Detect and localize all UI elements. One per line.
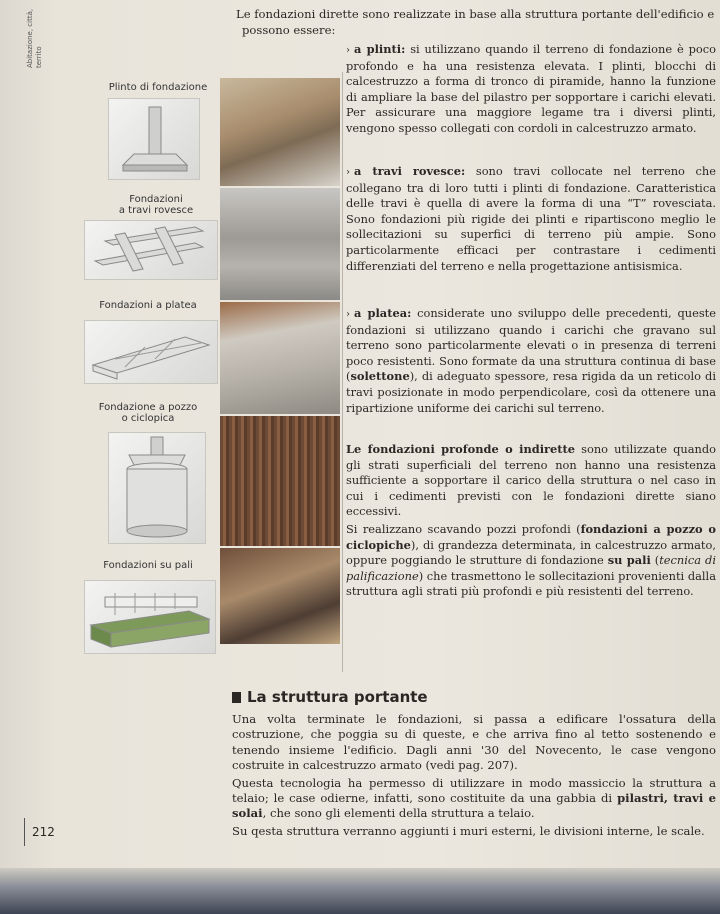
bullet-icon: › (346, 45, 350, 56)
pali-icon (85, 581, 215, 653)
platea-photo (220, 302, 340, 414)
figure-label-pali: Fondazioni su pali (103, 560, 193, 571)
travi-icon (85, 221, 217, 279)
intro-text: Le fondazioni dirette sono realizzate in base alla struttura portante dell'edificio e possono essere: (236, 7, 715, 37)
text-profonde: Le fondazioni profonde o indirette sono utilizzate quando gli strati superficiali del terreno non hanno una resistenza sufficiente a sopportare il carico della struttura o nel caso in cui i cedimenti previsti con le fondazioni dirette siano eccessivi. Si realizzano scavando pozzi profondi (fondazioni a pozzo o ciclopiche), di grandezza determinata, in calcestruzzo armato, oppure poggiando le strutture di fondazione su pali (tecnica di palificazione) che trasmettono le sollecitazioni provenienti dalla struttura agli strati più profondi e più resistenti del terreno. (346, 442, 716, 599)
heading-square-icon (232, 692, 241, 703)
travi-photo (220, 188, 340, 300)
page-number: 212 (32, 825, 55, 839)
plinto-photo (220, 78, 340, 186)
travi-drawing (84, 220, 218, 280)
text-plinti: › a plinti: si utilizzano quando il terreno di fondazione è poco profondo e ha una resistenza elevata. I plinti, blocchi di calcestruzzo a forma di tronco di piramide, hanno la funzione di ampliare la base del pilastro per sopportare i carichi elevati. Per assicurare una maggiore legame tra i diversi plinti, vengono spesso collegati con cordoli in calcestruzzo armato. (346, 42, 716, 135)
section-heading: La struttura portante (232, 688, 692, 706)
text-travi: › a travi rovesce: sono travi collocate nel terreno che collegano tra di loro tutti i plinti di fondazione. Caratteristica delle travi è quella di avere la forma di una “T” rovesciata. Sono fondazioni più rigide dei plinti e ripartiscono meglio le sollecitazioni su superfici di terreno più ampie. Sono particolarmente efficaci per contrastare i cedimenti differenziati del terreno e nella progettazione antisismica. (346, 164, 716, 273)
bullet-icon: › (346, 167, 350, 178)
bullet-icon: › (346, 309, 350, 320)
figure-label-pozzo: Fondazione a pozzo o ciclopica (98, 402, 198, 424)
platea-icon (85, 321, 217, 383)
running-header: Abitazione, città, territo (26, 8, 43, 68)
figure-label-platea: Fondazioni a platea (99, 300, 197, 311)
figure-panel (78, 72, 343, 672)
pozzo-drawing (108, 432, 206, 544)
pali-photo (220, 548, 340, 644)
pozzo-photo (220, 416, 340, 546)
figure-label-plinto: Plinto di fondazione (108, 82, 208, 93)
platea-drawing (84, 320, 218, 384)
plinto-drawing (108, 98, 200, 180)
page-edge-shadow (0, 868, 720, 914)
pali-drawing (84, 580, 216, 654)
figure-label-travi: Fondazioni a travi rovesce (118, 194, 194, 216)
pozzo-icon (109, 433, 205, 543)
section-body: Una volta terminate le fondazioni, si passa a edificare l'ossatura della costruzione, che poggia su di queste, e che arriva fino al tetto sostenendo e tenendo insieme l'edificio. Dagli anni '30 del Novecento, le case vengono costruite in calcestruzzo armato (vedi pag. 207). Questa tecnologia ha permesso di utilizzare in modo massiccio la struttura a telaio; le case odierne, infatti, sono costituite da una gabbia di pilastri, travi e solai, che sono gli elementi della struttura a telaio. Su qesta struttura verranno aggiunti i muri esterni, le divisioni interne, le scale. (232, 712, 716, 838)
page-number-rule (24, 818, 25, 846)
text-platea: › a platea: considerate uno sviluppo delle precedenti, queste fondazioni si utilizzano quando i carichi che gravano sul terreno sono particolarmente elevati o in presenza di terreni poco resistenti. Sono formate da una struttura continua di base (solettone), di adeguato spessore, resa rigida da un reticolo di travi posizionate in modo perpendicolare, così da ottenere una ripartizione uniforme dei carichi sul terreno. (346, 306, 716, 415)
plinto-icon (109, 99, 199, 179)
